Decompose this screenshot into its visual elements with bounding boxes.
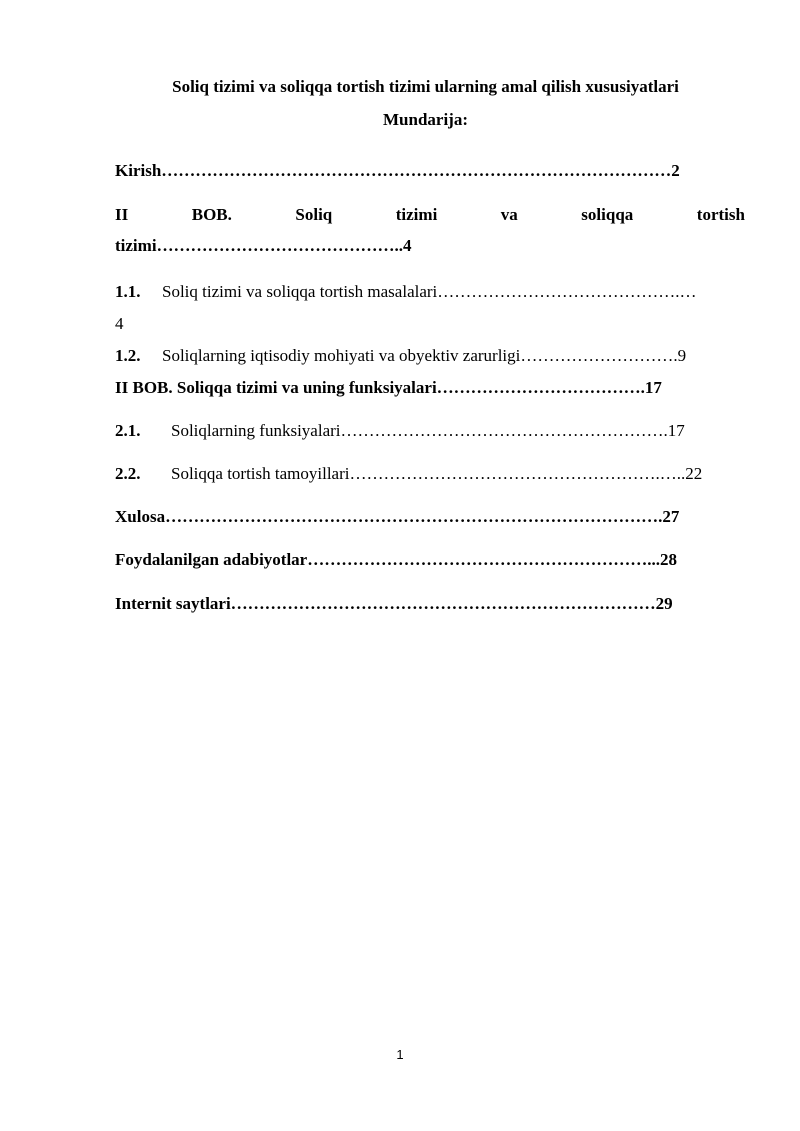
- toc-item-saytlar: Internit saytlari…………………………………………………………………29: [115, 594, 673, 613]
- toc-item-bob1-continued: tizimi……………………………………..4: [115, 236, 412, 255]
- toc-item-1-2: [115, 345, 745, 367]
- toc-item-number: 2.1.: [115, 421, 141, 440]
- toc-item-1-1: [115, 281, 745, 303]
- page-number: 1: [396, 1047, 404, 1062]
- toc-word: II: [115, 205, 129, 224]
- toc-word: tizimi: [395, 205, 438, 224]
- toc-item-number: 1.1.: [115, 282, 141, 301]
- toc-item-number: 2.2.: [115, 464, 141, 483]
- toc-item-2-2: [115, 463, 745, 485]
- document-title: Soliq tizimi va soliqqa tortish tizimi ularning amal qilish xususiyatlari: [172, 77, 679, 96]
- toc-word: va: [500, 205, 518, 224]
- toc-word: tortish: [696, 205, 745, 224]
- toc-item-text: Soliqqa tortish tamoyillari……………………………………………….…..22: [171, 464, 703, 483]
- toc-heading: Mundarija:: [383, 110, 468, 129]
- toc-item-text: Soliqlarning iqtisodiy mohiyati va obyektiv zarurligi……………………….9: [162, 346, 687, 365]
- toc-item-kirish: Kirish………………………………………………………………………………2: [115, 161, 680, 180]
- toc-word: Soliq: [295, 205, 333, 224]
- toc-item-xulosa: Xulosa…………………………………………………………………………….27: [115, 507, 680, 526]
- toc-item-bob2: II BOB. Soliqqa tizimi va uning funksiyalari……………………………….17: [115, 378, 662, 397]
- toc-item-adabiyotlar: Foydalanilgan adabiyotlar……………………………………………………...28: [115, 550, 677, 569]
- toc-word: BOB.: [191, 205, 232, 224]
- toc-item-text: Soliqlarning funksiyalari………………………………………………….17: [171, 421, 685, 440]
- toc-item-bob1: [115, 204, 745, 226]
- toc-word: soliqqa: [581, 205, 634, 224]
- toc-item-number: 1.2.: [115, 346, 141, 365]
- toc-item-2-1: [115, 420, 745, 442]
- toc-item-text: Soliq tizimi va soliqqa tortish masalalari…………………………………….…: [162, 282, 697, 301]
- toc-item-1-1-page: 4: [115, 314, 124, 333]
